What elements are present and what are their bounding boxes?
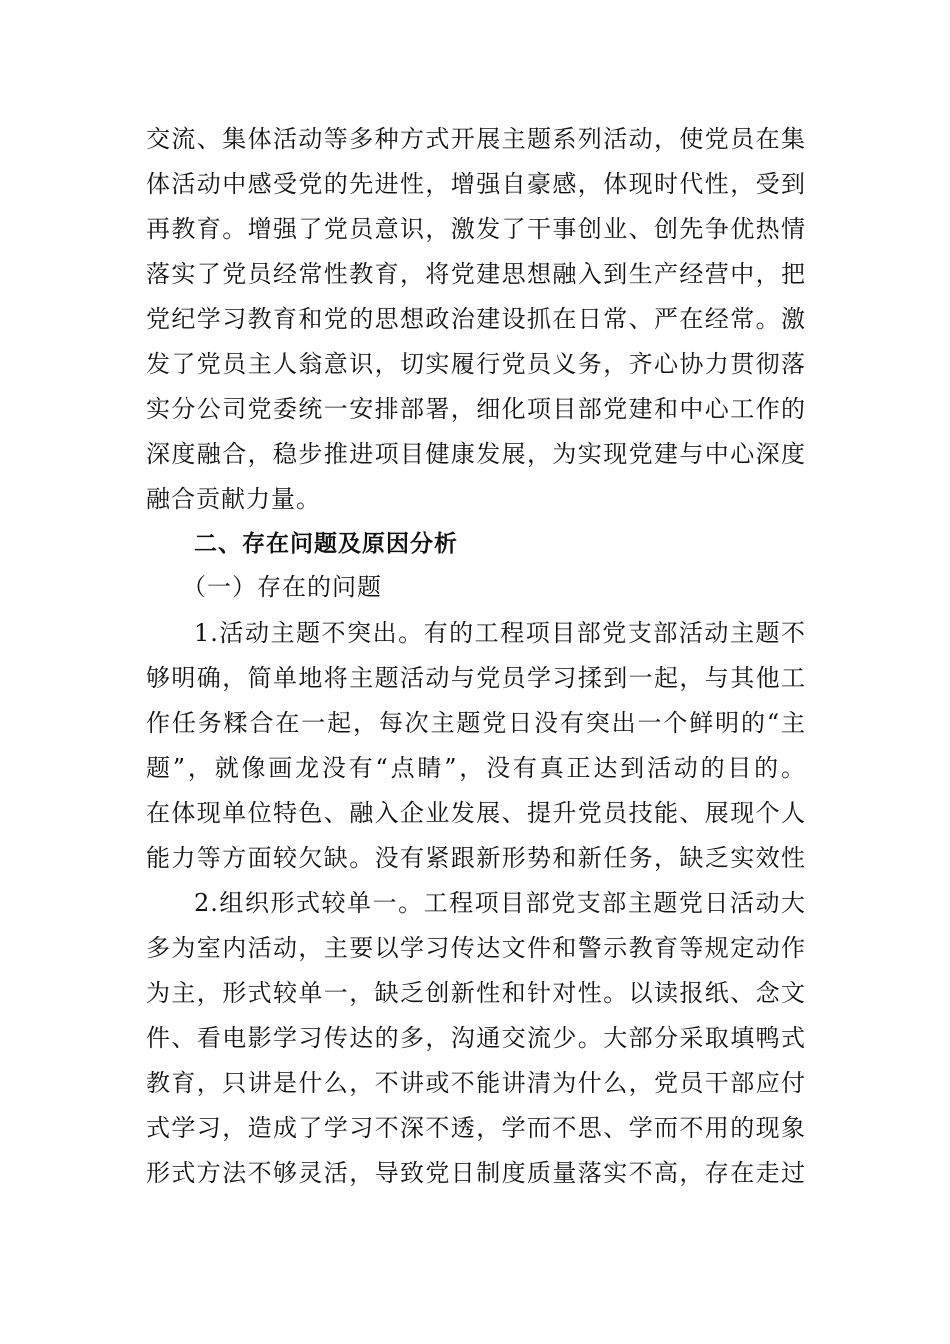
problem-1-line: 能力等方面较欠缺。没有紧跟新形势和新任务，缺乏实效性 [146, 844, 806, 872]
paragraph-line: 党纪学习教育和党的思想政治建设抓在日常、严在经常。激 [146, 305, 806, 333]
problem-2-line: 多为室内活动，主要以学习传达文件和警示教育等规定动作 [146, 934, 806, 962]
problem-2-line: 件、看电影学习传达的多，沟通交流少。大部分采取填鸭式 [146, 1024, 806, 1052]
problem-1-line: 题”，就像画龙没有“点睛”，没有真正达到活动的目的。 [146, 754, 806, 782]
problem-2-line: 形式方法不够灵活，导致党日制度质量落实不高，存在走过 [146, 1159, 806, 1187]
subsection-heading: （一）存在的问题 [182, 573, 382, 601]
problem-1-line: 够明确，简单地将主题活动与党员学习揉到一起，与其他工 [146, 664, 806, 692]
problem-1-line: 作任务糅合在一起，每次主题党日没有突出一个鲜明的“主 [146, 709, 806, 737]
problem-2-line: 式学习，造成了学习不深不透，学而不思、学而不用的现象 [146, 1114, 806, 1142]
section-heading: 二、存在问题及原因分析 [194, 531, 458, 557]
paragraph-line: 发了党员主人翁意识，切实履行党员义务，齐心协力贯彻落 [146, 350, 806, 378]
problem-2-line: 为主，形式较单一，缺乏创新性和针对性。以读报纸、念文 [146, 979, 806, 1007]
problem-2-line: 教育，只讲是什么，不讲或不能讲清为什么，党员干部应付 [146, 1069, 806, 1097]
problem-1-line: 1.活动主题不突出。有的工程项目部党支部活动主题不 [194, 619, 806, 647]
paragraph-line: 深度融合，稳步推进项目健康发展，为实现党建与中心深度 [146, 440, 806, 468]
paragraph-line: 体活动中感受党的先进性，增强自豪感，体现时代性，受到 [146, 170, 806, 198]
paragraph-line: 融合贡献力量。 [146, 485, 321, 513]
paragraph-line: 实分公司党委统一安排部署，细化项目部党建和中心工作的 [146, 395, 806, 423]
paragraph-line: 再教育。增强了党员意识，激发了干事创业、创先争优热情 [146, 215, 806, 243]
paragraph-line: 落实了党员经常性教育，将党建思想融入到生产经营中，把 [146, 260, 806, 288]
problem-1-line: 在体现单位特色、融入企业发展、提升党员技能、展现个人 [146, 799, 806, 827]
paragraph-line: 交流、集体活动等多种方式开展主题系列活动，使党员在集 [146, 125, 806, 153]
problem-2-line: 2.组织形式较单一。工程项目部党支部主题党日活动大 [194, 889, 806, 917]
